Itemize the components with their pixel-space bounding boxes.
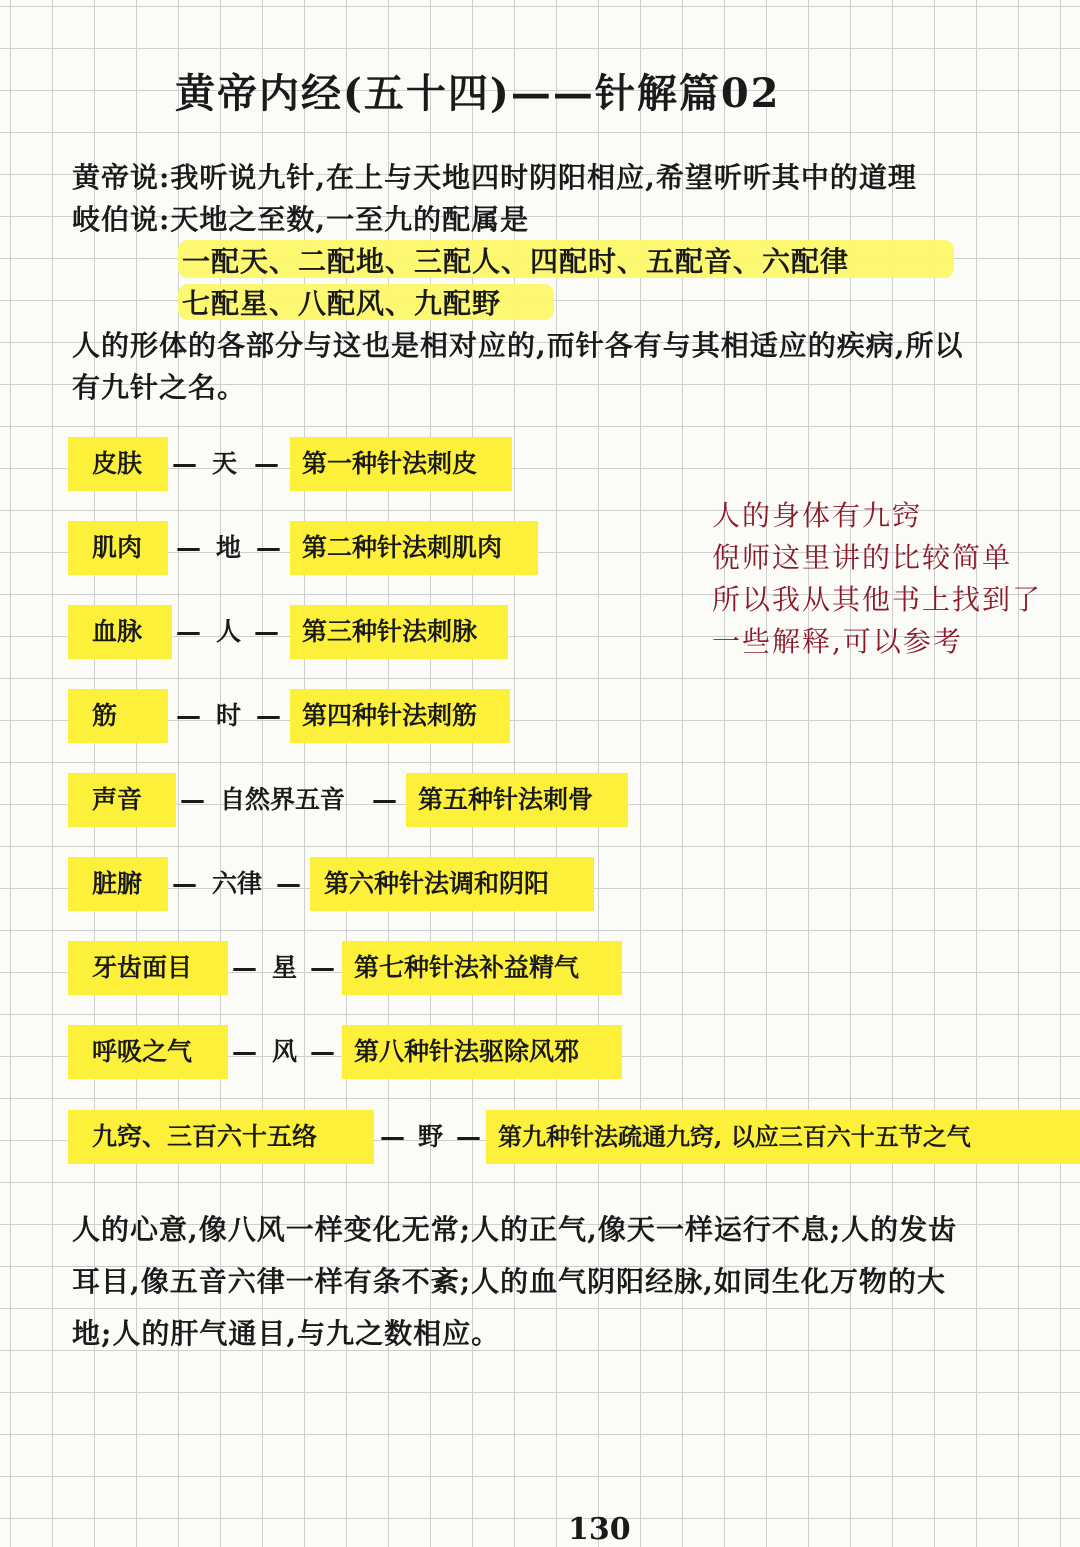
intro-line-1: 黄帝说:我听说九针,在上与天地四时阴阳相应,希望听听其中的道理 bbox=[72, 161, 917, 194]
link-label: 风 bbox=[272, 1037, 298, 1066]
connector-dash: — bbox=[172, 449, 197, 478]
closing-line-2: 耳目,像五音六律一样有条不紊;人的血气阴阳经脉,如同生化万物的大 bbox=[72, 1265, 946, 1298]
connector-dash: — bbox=[176, 617, 201, 646]
part-label: 筋 bbox=[92, 701, 118, 730]
link-label: 地 bbox=[216, 533, 242, 562]
note-line-1: 人的身体有九窍 bbox=[712, 499, 923, 532]
connector-dash: — bbox=[276, 869, 301, 898]
connector-dash: — bbox=[256, 701, 281, 730]
intro-line-5: 人的形体的各部分与这也是相对应的,而针各有与其相适应的疾病,所以 bbox=[72, 329, 964, 362]
intro-line-6: 有九针之名。 bbox=[72, 371, 247, 404]
link-label: 时 bbox=[216, 701, 242, 730]
connector-dash: — bbox=[232, 1037, 257, 1066]
note-line-4: 一些解释,可以参考 bbox=[712, 625, 963, 658]
part-label: 脏腑 bbox=[92, 869, 143, 898]
part-label: 呼吸之气 bbox=[92, 1037, 193, 1066]
link-label: 六律 bbox=[212, 869, 263, 898]
connector-dash: — bbox=[380, 1122, 405, 1151]
link-label: 天 bbox=[212, 449, 238, 478]
connector-dash: — bbox=[254, 617, 279, 646]
connector-dash: — bbox=[256, 533, 281, 562]
connector-dash: — bbox=[232, 953, 257, 982]
note-line-2: 倪师这里讲的比较简单 bbox=[712, 541, 1013, 574]
connector-dash: — bbox=[456, 1122, 481, 1151]
connector-dash: — bbox=[180, 785, 205, 814]
method-label: 第五种针法刺骨 bbox=[418, 785, 594, 814]
page-number: 130 bbox=[568, 1512, 631, 1547]
part-label: 皮肤 bbox=[92, 449, 143, 478]
connector-dash: — bbox=[176, 533, 201, 562]
method-label: 第一种针法刺皮 bbox=[302, 449, 478, 478]
method-label: 第七种针法补益精气 bbox=[354, 953, 580, 982]
method-label: 第六种针法调和阴阳 bbox=[324, 869, 550, 898]
method-label: 第二种针法刺肌肉 bbox=[302, 533, 503, 562]
connector-dash: — bbox=[310, 953, 335, 982]
part-label: 肌肉 bbox=[92, 533, 143, 562]
page-title: 黄帝内经(五十四)——针解篇02 bbox=[175, 70, 781, 117]
intro-line-3: 一配天、二配地、三配人、四配时、五配音、六配律 bbox=[182, 245, 850, 278]
connector-dash: — bbox=[172, 869, 197, 898]
link-label: 人 bbox=[216, 617, 242, 646]
intro-line-2: 岐伯说:天地之至数,一至九的配属是 bbox=[72, 203, 530, 236]
part-box bbox=[68, 689, 168, 743]
link-label: 自然界五音 bbox=[220, 785, 346, 814]
method-label: 第八种针法驱除风邪 bbox=[354, 1037, 580, 1066]
connector-dash: — bbox=[372, 785, 397, 814]
method-label: 第三种针法刺脉 bbox=[302, 617, 478, 646]
method-label: 第四种针法刺筋 bbox=[302, 701, 478, 730]
closing-line-3: 地;人的肝气通目,与九之数相应。 bbox=[72, 1317, 501, 1350]
connector-dash: — bbox=[254, 449, 279, 478]
intro-line-4: 七配星、八配风、九配野 bbox=[182, 287, 502, 320]
connector-dash: — bbox=[176, 701, 201, 730]
part-label: 牙齿面目 bbox=[92, 953, 193, 982]
link-label: 星 bbox=[272, 953, 298, 982]
connector-dash: — bbox=[310, 1037, 335, 1066]
part-label: 血脉 bbox=[92, 617, 143, 646]
method-label: 第九种针法疏通九窍, 以应三百六十五节之气 bbox=[498, 1122, 971, 1151]
link-label: 野 bbox=[418, 1122, 444, 1151]
closing-line-1: 人的心意,像八风一样变化无常;人的正气,像天一样运行不息;人的发齿 bbox=[72, 1213, 958, 1246]
part-label: 声音 bbox=[92, 785, 143, 814]
note-line-3: 所以我从其他书上找到了 bbox=[712, 583, 1043, 616]
part-label: 九窍、三百六十五络 bbox=[92, 1122, 318, 1151]
